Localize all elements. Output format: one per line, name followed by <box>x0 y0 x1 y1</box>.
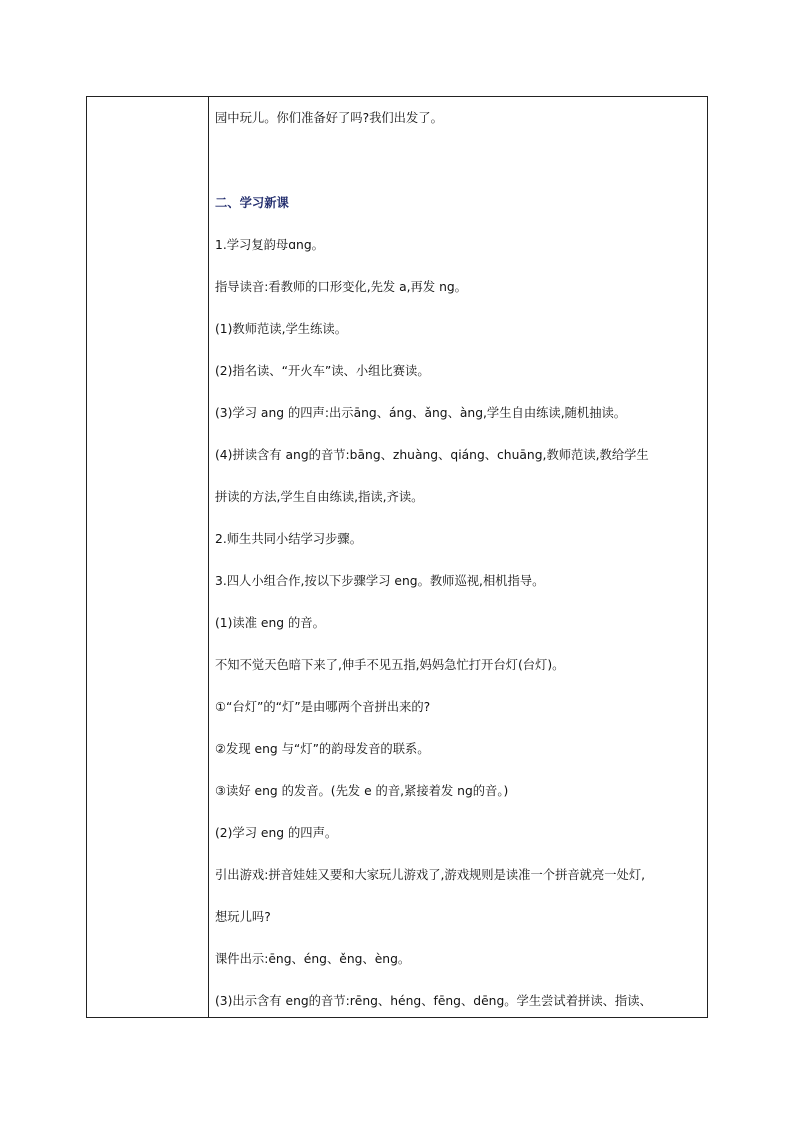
text-line: 1.学习复韵母ɑng。 <box>215 238 324 252</box>
column-divider <box>208 97 209 1017</box>
section-heading: 二、学习新课 <box>215 196 289 210</box>
lesson-content-cell <box>215 97 701 1017</box>
text-line: (1)教师范读,学生练读。 <box>215 322 347 336</box>
text-line: (2)学习 eng 的四声。 <box>215 826 338 840</box>
lesson-table <box>86 96 708 1018</box>
text-line: 指导读音:看教师的口形变化,先发 a,再发 ng。 <box>215 280 467 294</box>
text-line: (1)读准 eng 的音。 <box>215 616 325 630</box>
text-line: 2.师生共同小结学习步骤。 <box>215 532 362 546</box>
text-line: (2)指名读、“开火车”读、小组比赛读。 <box>215 364 430 378</box>
text-line: 园中玩儿。你们准备好了吗?我们出发了。 <box>215 111 443 125</box>
text-line: ③读好 eng 的发音。(先发 e 的音,紧接着发 ng的音。) <box>215 784 509 798</box>
text-line: 3.四人小组合作,按以下步骤学习 eng。教师巡视,相机指导。 <box>215 574 545 588</box>
text-line: (4)拼读含有 ang的音节:bāng、zhuàng、qiáng、chuāng,教师范读,教给学生 <box>215 448 649 462</box>
text-line: ②发现 eng 与“灯”的韵母发音的联系。 <box>215 742 430 756</box>
text-line: (3)学习 ang 的四声:出示āng、áng、ǎng、àng,学生自由练读,随机抽读。 <box>215 406 627 420</box>
text-line: ①“台灯”的“灯”是由哪两个音拼出来的? <box>215 700 431 714</box>
text-line: 不知不觉天色暗下来了,伸手不见五指,妈妈急忙打开台灯(台灯)。 <box>215 658 565 672</box>
text-line: 引出游戏:拼音娃娃又要和大家玩儿游戏了,游戏规则是读准一个拼音就亮一处灯, <box>215 868 646 882</box>
text-line: 拼读的方法,学生自由练读,指读,齐读。 <box>215 490 424 504</box>
text-line: 想玩儿吗? <box>215 910 271 924</box>
text-line: (3)出示含有 eng的音节:rēng、héng、fēng、dēng。学生尝试着拼读、指读、 <box>215 994 652 1008</box>
text-line: 课件出示:ēng、éng、ěng、èng。 <box>215 952 411 966</box>
